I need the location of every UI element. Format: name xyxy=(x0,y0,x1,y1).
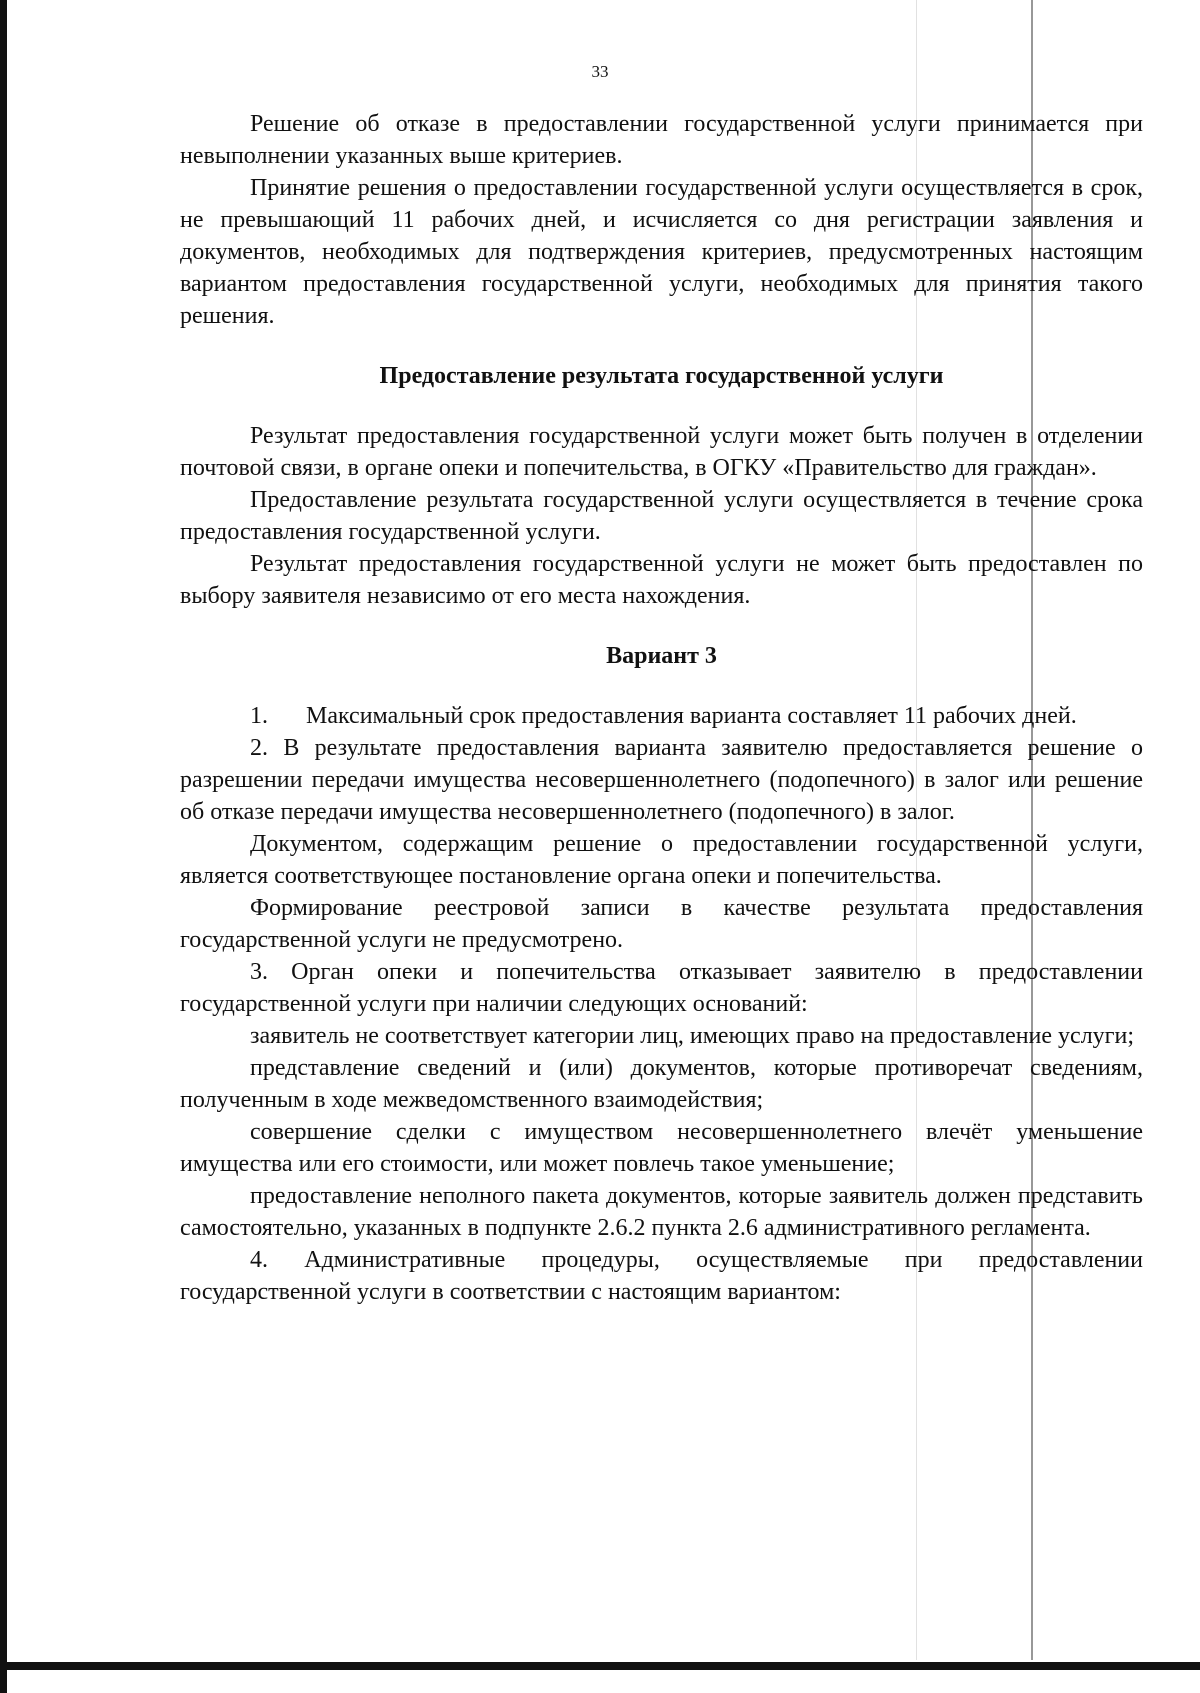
item-text: Максимальный срок предоставления варианта составляет 11 рабочих дней. xyxy=(306,703,1077,729)
paragraph: представление сведений и (или) документов, которые противоречат сведениям, полученным в ходе межведомственного взаимодействия; xyxy=(180,1055,1143,1113)
scan-edge-left xyxy=(0,0,7,1693)
paragraph: совершение сделки с имуществом несовершеннолетнего влечёт уменьшение имущества или его стоимости, или может повлечь такое уменьшение; xyxy=(180,1119,1143,1177)
section-heading-variant: Вариант 3 xyxy=(606,643,717,669)
paragraph: Формирование реестровой записи в качестве результата предоставления государственной услуги не предусмотрено. xyxy=(180,895,1143,953)
paragraph: Предоставление результата государственной услуги осуществляется в течение срока предоставления государственной услуги. xyxy=(180,487,1143,545)
paragraph: 2. В результате предоставления варианта заявителю предоставляется решение о разрешении передачи имущества несовершеннолетнего (подопечного) в залог или решение об отказе передачи имущества несовершеннолетнего (подопечного) в залог. xyxy=(180,735,1143,825)
scan-edge-bottom xyxy=(0,1662,1200,1670)
paragraph: предоставление неполного пакета документов, которые заявитель должен представить самостоятельно, указанных в подпункте 2.6.2 пункта 2.6 административного регламента. xyxy=(180,1183,1143,1241)
paragraph: Решение об отказе в предоставлении государственной услуги принимается при невыполнении указанных выше критериев. xyxy=(180,111,1143,169)
document-body xyxy=(180,108,1143,1308)
paragraph: Документом, содержащим решение о предоставлении государственной услуги, является соответствующее постановление органа опеки и попечительства. xyxy=(180,831,1143,889)
paragraph: Результат предоставления государственной услуги не может быть предоставлен по выбору заявителя независимо от его места нахождения. xyxy=(180,551,1143,609)
paragraph: 3. Орган опеки и попечительства отказывает заявителю в предоставлении государственной услуги при наличии следующих оснований: xyxy=(180,959,1143,1017)
item-number: 1. xyxy=(250,703,268,729)
paragraph: Результат предоставления государственной услуги может быть получен в отделении почтовой связи, в органе опеки и попечительства, в ОГКУ «Правительство для граждан». xyxy=(180,423,1143,481)
section-heading-result: Предоставление результата государственной услуги xyxy=(379,363,944,389)
page-number: 33 xyxy=(591,62,609,81)
numbered-item-1 xyxy=(180,700,1143,732)
paragraph: Принятие решения о предоставлении государственной услуги осуществляется в срок, не превышающий 11 рабочих дней, и исчисляется со дня регистрации заявления и документов, необходимых для подтверждения критериев, предусмотренных настоящим вариантом предоставления государственной услуги, необходимых для принятия такого решения. xyxy=(180,175,1143,329)
paragraph: 4. Административные процедуры, осуществляемые при предоставлении государственной услуги в соответствии с настоящим вариантом: xyxy=(180,1247,1143,1305)
paragraph: заявитель не соответствует категории лиц, имеющих право на предоставление услуги; xyxy=(250,1023,1135,1049)
